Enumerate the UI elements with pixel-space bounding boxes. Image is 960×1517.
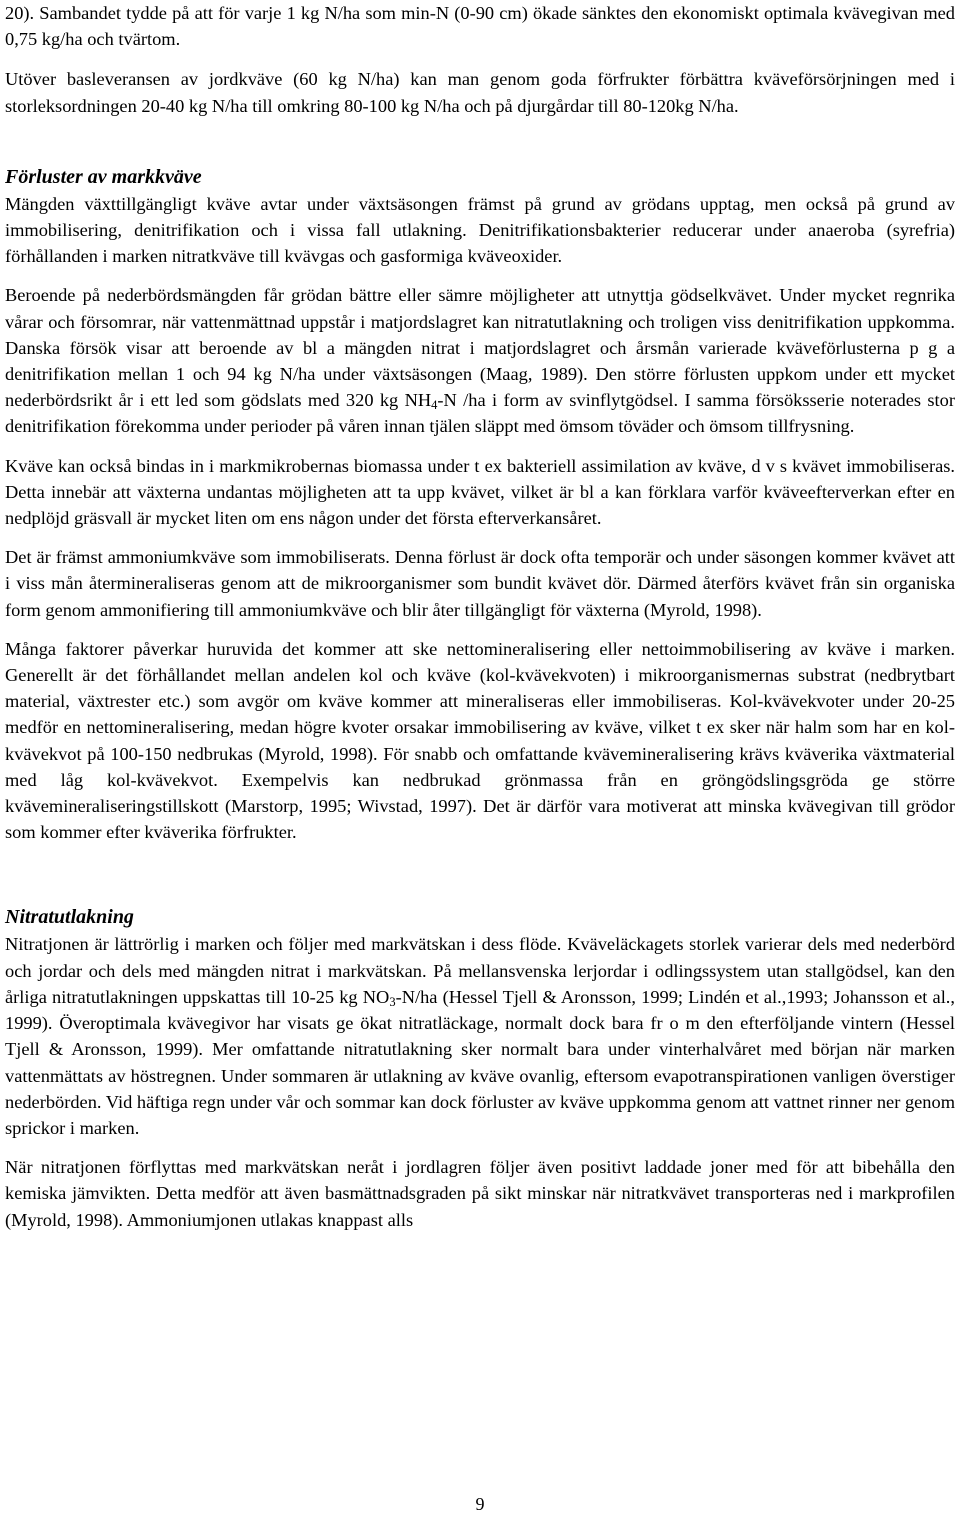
document-page <box>5 0 955 1233</box>
paragraph-intro-1: 20). Sambandet tydde på att för varje 1 kg N/ha som min-N (0-90 cm) ökade sänktes den ekonomiskt optimala kvävegivan med 0,75 kg/ha och tvärtom. <box>5 3 955 50</box>
paragraph-nitrat-2: När nitratjonen förflyttas med markvätskan neråt i jordlagren följer även positivt laddade joner med för att bibehålla den kemiska jämvikten. Detta medför att även basmättnadsgraden på sikt minskar när nitratkvävet transporteras ned i markprofilen (Myrold, 1998). Ammoniumjonen utlakas knappast alls <box>5 1157 955 1230</box>
text-segment: Nitratjonen är lättrörlig i marken och följer med markvätskan i dess flöde. Kväveläckagets storlek varierar dels med nederbörd och jordar och dels med mängden nitrat i markvätskan. På mellansvenska lerjordar i odlingssystem utan stallgödsel, kan den årliga nitratutlakningen uppskattas till 10-25 kg NO <box>5 934 955 1007</box>
paragraph-markkvave-2 <box>5 282 955 439</box>
paragraph-markkvave-3: Kväve kan också bindas in i markmikrobernas biomassa under t ex bakteriell assimilation av kväve, d v s kvävet immobiliseras. Detta innebär att växterna undantas möjligheten att ta upp kvävet, vilket är bl a kan förklara varför kväveefterverkan efter en nedplöjd gräsvall är mycket liten om ens någon under det första efterverkansåret. <box>5 455 955 529</box>
paragraph-markkvave-4: Det är främst ammoniumkväve som immobiliserats. Denna förlust är dock ofta temporär och under säsongen kommer kvävet att i viss mån återmineraliseras genom att de mikroorganismer som bundit kvävet dör. Därmed återförs kvävet från sin organiska form genom ammonifiering till ammoniumkväve och blir åter tillgängligt för växterna (Myrold, 1998). <box>5 547 955 620</box>
subscript: 3 <box>389 994 396 1009</box>
page-number: 9 <box>475 1494 485 1514</box>
paragraph-markkvave-1: Mängden växttillgängligt kväve avtar under växtsäsongen främst på grund av grödans upptag, men också på grund av immobilisering, denitrifikation och i vissa fall utlakning. Denitrifikationsbakterier reducerar under anaeroba (syrefria) förhållanden i marken nitratkväve till kvävgas och gasformiga kväveoxider. <box>5 193 955 267</box>
subscript: 4 <box>431 398 438 413</box>
paragraph-intro-2: Utöver basleveransen av jordkväve (60 kg N/ha) kan man genom goda förfrukter förbättra kväveförsörjningen med i storleksordningen 20-40 kg N/ha till omkring 80-100 kg N/ha och på djurgårdar till 80-120kg N/ha. <box>5 69 955 116</box>
text-segment: -N /ha i form av svinflytgödsel. I samma försöksserie noterades stor denitrifikation förekomma under perioder på våren innan tjälen släppt med ömsom töväder och ömsom tillfrysning. <box>5 390 955 437</box>
paragraph-markkvave-5: Många faktorer påverkar huruvida det kommer att ske nettomineralisering eller nettoimmobilisering av kväve i marken. Generellt är det förhållandet mellan andelen kol och kväve (kol-kvävekvoten) i mikroorganismernas substrat (nedbrytbart material, växtrester etc.) som avgör om kväve kommer att mineraliseras eller immobiliseras. Kol-kvävekvoter under 20-25 medför en nettomineralisering, medan högre kvoter orsakar immobilisering av kväve, vilket t ex sker när halm som har en kol-kvävekvot på 100-150 nedbrukas (Myrold, 1998). För snabb och omfattande kvävemineralisering krävs kväverika växtmaterial med låg kol-kvävekvot. Exempelvis kan nedbrukad grönmassa från en gröngödslingsgröda ge större kvävemineraliseringstillskott (Marstorp, 1995; Wivstad, 1997). Det är därför vara motiverat att minska kvävegivan till grödor som kommer efter kväverika förfrukter. <box>5 638 955 843</box>
text-segment: Beroende på nederbördsmängden får grödan bättre eller sämre möjligheter att utnyttja gödselkvävet. Under mycket regnrika vårar och försomrar, när vattenmättnad uppstår i matjordslagret kan nitratutlakning och troligen viss denitrifikation uppkomma. Danska försök visar att beroende av bl a mängden nitrat i matjordslagret och årsmån varierade kväveförlusterna p g a denitrifikation mellan 1 och 94 kg N/ha under växtsäsongen (Maag, 1989). Den större förlusten uppkom under ett mycket nederbördsrikt år i ett led som gödslats med 320 kg NH <box>5 285 955 411</box>
heading-forluster-av-markkvave: Förluster av markkväve <box>5 165 202 188</box>
paragraph-nitrat-1 <box>5 931 955 1141</box>
heading-nitratutlakning: Nitratutlakning <box>5 906 134 929</box>
text-segment: -N/ha (Hessel Tjell & Aronsson, 1999; Lindén et al.,1993; Johansson et al., 1999). Överoptimala kvävegivor har visats ge ökat nitratläckage, normalt dock bara fr o m den efterföljande vintern (Hessel Tjell & Aronsson, 1999). Mer omfattande nitratutlakning sker normalt bara under vinterhalvåret med början när marken vattenmättats av höstregnen. Under sommaren är utlakning av kväve ovanlig, eftersom evapotranspirationen vanligen överstiger nederbörden. Vid häftiga regn under vår och sommar kan dock förluster av kväve uppkomma genom att vattnet rinner ner genom sprickor i marken. <box>5 986 956 1138</box>
